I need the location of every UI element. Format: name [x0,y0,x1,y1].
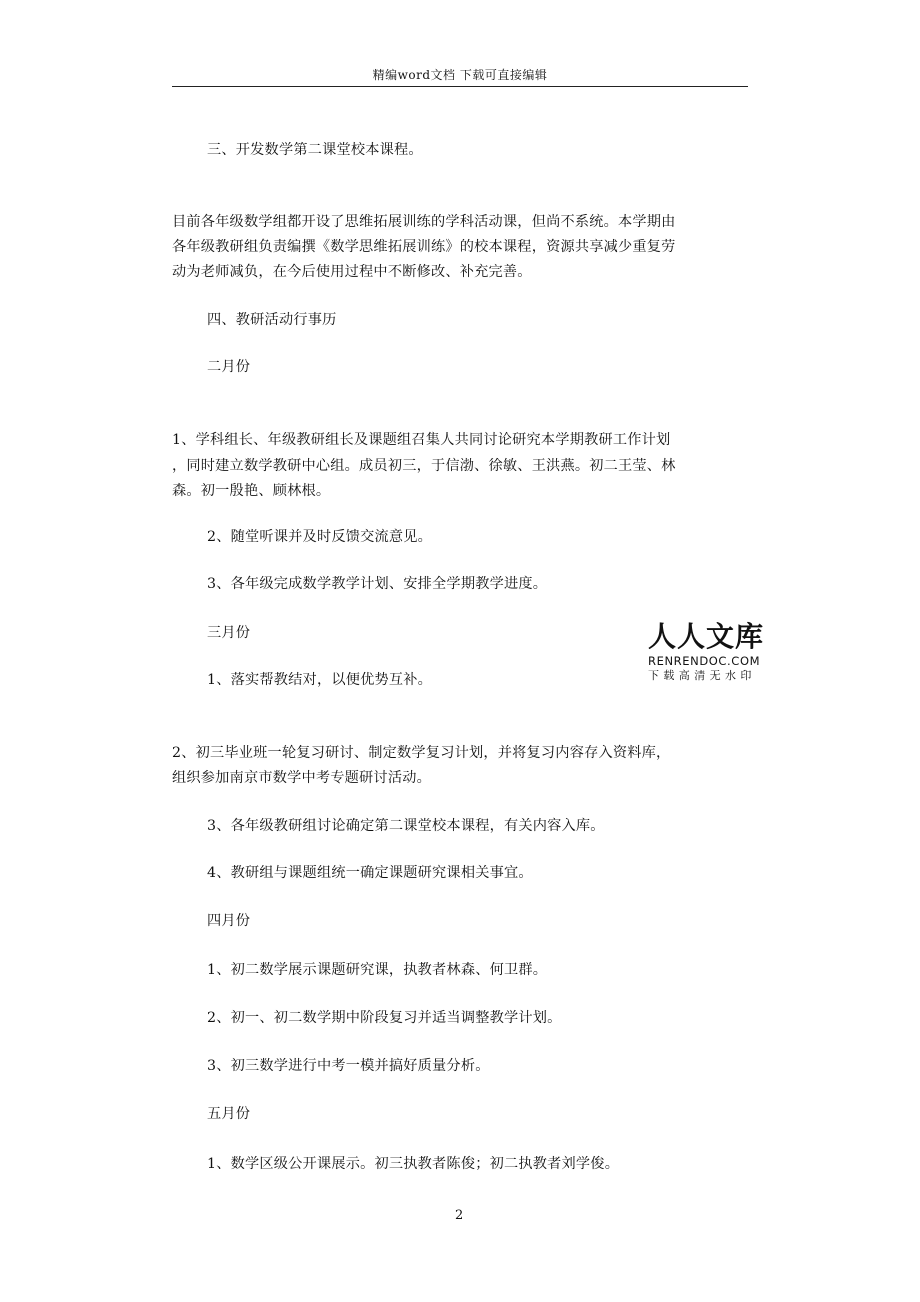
watermark-title: 人人文库 [648,620,765,653]
month-heading-apr: 四月份 [207,913,251,929]
list-item: 3、初三数学进行中考一模并搞好质量分析。 [207,1058,490,1074]
month-heading-mar: 三月份 [207,625,251,641]
list-item: 4、教研组与课题组统一确定课题研究课相关事宜。 [207,865,533,881]
paragraph-line: 目前各年级数学组都开设了思维拓展训练的学科活动课，但尚不系统。本学期由 [172,214,676,230]
paragraph-line: 动为老师减负，在今后使用过程中不断修改、补充完善。 [172,264,532,280]
list-item: 3、各年级教研组讨论确定第二课堂校本课程，有关内容入库。 [207,818,605,834]
list-item: 1、落实帮教结对，以便优势互补。 [207,672,433,688]
list-item: 1、初二数学展示课题研究课，执教者林森、何卫群。 [207,962,548,978]
page-number: 2 [455,1208,464,1223]
paragraph-line: 各年级教研组负责编撰《数学思维拓展训练》的校本课程，资源共享减少重复劳 [172,239,676,255]
page-header: 精编word文档 下载可直接编辑 [372,68,548,82]
list-item: 1、数学区级公开课展示。初三执教者陈俊；初二执教者刘学俊。 [207,1156,620,1172]
watermark-subtitle: 下载高清无水印 [648,669,756,682]
section-heading-3: 三、开发数学第二课堂校本课程。 [207,142,423,158]
list-item: 3、各年级完成数学教学计划、安排全学期教学进度。 [207,576,548,592]
paragraph-line: 森。初一殷艳、顾林根。 [172,483,331,499]
paragraph-line: 1、学科组长、年级教研组长及课题组召集人共同讨论研究本学期教研工作计划 [172,432,671,448]
paragraph-line: 2、初三毕业班一轮复习研讨、制定数学复习计划，并将复习内容存入资料库， [172,745,671,761]
watermark-logo [648,620,772,684]
header-divider [172,86,748,87]
month-heading-feb: 二月份 [207,359,251,375]
month-heading-may: 五月份 [207,1106,251,1122]
section-heading-4: 四、教研活动行事历 [207,312,337,328]
paragraph-line: 组织参加南京市数学中考专题研讨活动。 [172,770,431,786]
list-item: 2、初一、初二数学期中阶段复习并适当调整教学计划。 [207,1010,562,1026]
list-item: 2、随堂听课并及时反馈交流意见。 [207,529,433,545]
paragraph-line: ，同时建立数学教研中心组。成员初三，于信渤、徐敏、王洪燕。初二王莹、林 [172,458,676,474]
watermark-site: RENRENDOC.COM [648,654,761,668]
